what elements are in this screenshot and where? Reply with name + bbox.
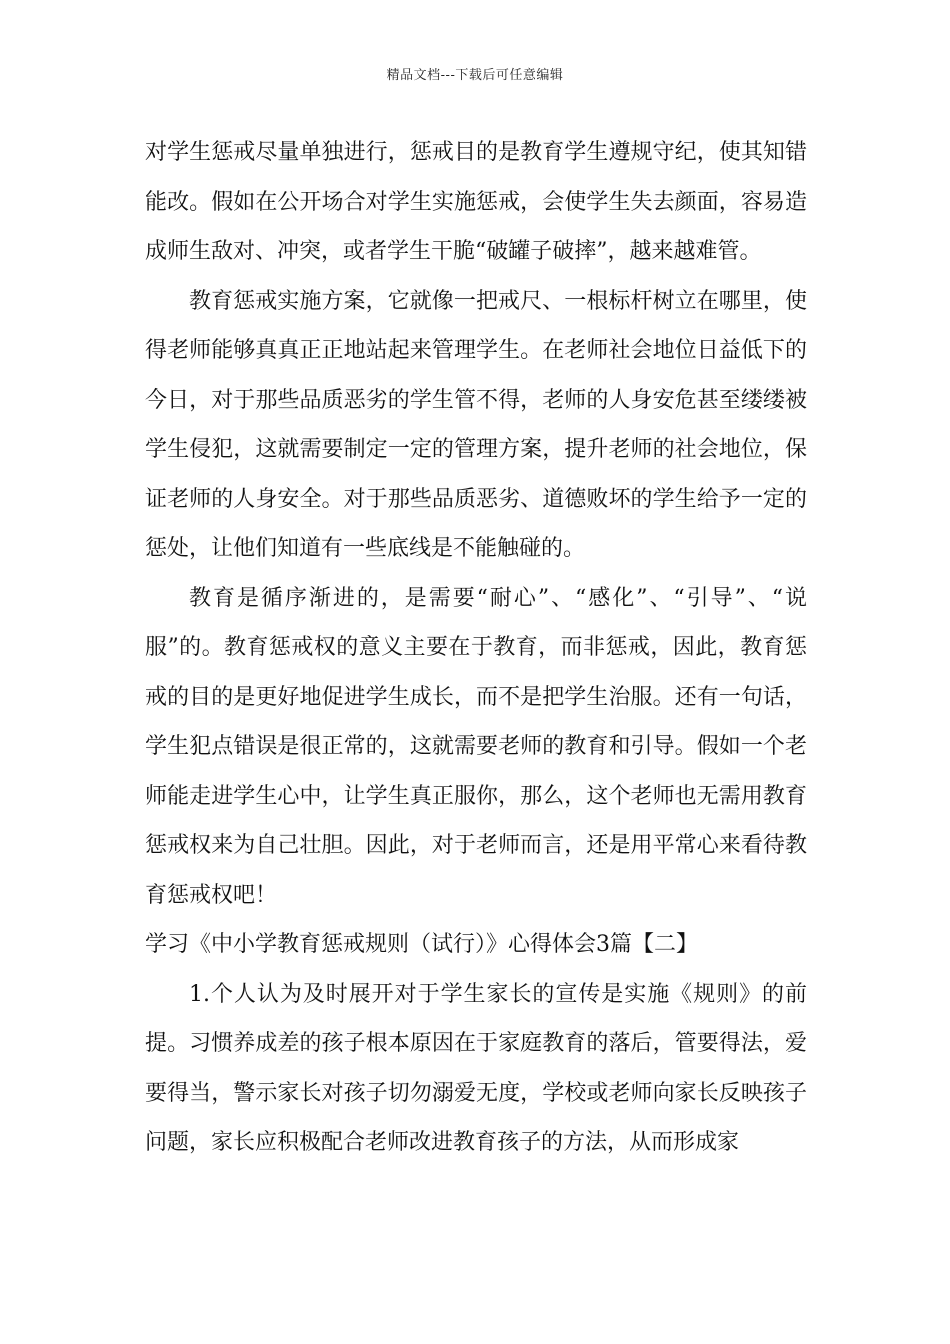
paragraph-discipline-plan: 教育惩戒实施方案，它就像一把戒尺、一根标杆树立在哪里，使得老师能够真真正正地站起来管理学生。在老师社会地位日益低下的今日，对于那些品质恶劣的学生管不得，老师的人身安危甚至缕缕被学生侵犯，这就需要制定一定的管理方案，提升老师的社会地位，保证老师的人身安全。对于那些品质恶劣、道德败坏的学生给予一定的惩处，让他们知道有一些底线是不能触碰的。 [145, 288, 807, 561]
paragraph-parent-publicity: 1.个人认为及时展开对于学生家长的宣传是实施《规则》的前提。习惯养成差的孩子根本原因在于家庭教育的落后，管要得法，爱要得当，警示家长对孩子切勿溺爱无度，学校或老师向家长反映孩子问题，家长应积极配合老师改进教育孩子的方法，从而形成家 [145, 981, 807, 1155]
page-header: 精品文档---下载后可任意编辑 [386, 68, 564, 83]
section-heading: 学习《中小学教育惩戒规则（试行）》心得体会3篇【二】 [145, 932, 698, 957]
paragraph-education-gradual: 教育是循序渐进的，是需要“耐心”、“感化”、“引导”、“说服”的。教育惩戒权的意义主要在于教育，而非惩戒，因此，教育惩戒的目的是更好地促进学生成长，而不是把学生治服。还有一句话，学生犯点错误是很正常的，这就需要老师的教育和引导。假如一个老师能走进学生心中，让学生真正服你，那么，这个老师也无需用教育惩戒权来为自己壮胆。因此，对于老师而言，还是用平常心来看待教育惩戒权吧！ [145, 585, 807, 908]
paragraph-continuation: 对学生惩戒尽量单独进行，惩戒目的是教育学生遵规守纪，使其知错能改。假如在公开场合对学生实施惩戒，会使学生失去颜面，容易造成师生敌对、冲突，或者学生干脆“破罐子破摔”，越来越难管。 [145, 140, 807, 264]
document-body [145, 128, 807, 1168]
